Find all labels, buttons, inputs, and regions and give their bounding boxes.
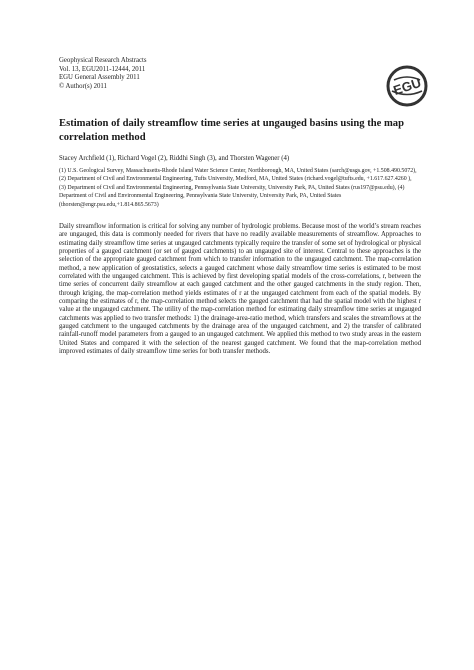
abstract-body: Daily streamflow information is critical for solving any number of hydrologic problems. Because most of the world’s stream reaches are ungauged, this data is commonly needed for rivers that have no readily available measurements of streamflow. Approaches to estimating daily streamflow time series at ungauged catchments typically require the transfer of some set of hydrological or physical properties of a gauged catchment (or set of gauged catchments) to an ungauged site of interest. Central to these approaches is the selection of the appropriate gauged catchment from which to transfer information to the ungauged catchment. The map-correlation method, a new application of geostatistics, selects a gauged catchment whose daily streamflow time series is estimated to be most correlated with the ungauged catchment. This is achieved by first developing spatial models of the cross-correlations, r, between the time series of concurrent daily streamflow at each gauged catchment and the other gauged catchments in the study region. Then, through kriging, the map-correlation method yields estimates of r at the ungauged catchment from each of the spatial models. By comparing the estimates of r, the map-correlation method selects the gauged catchment that had the spatial model with the highest r value at the ungauged catchment. The utility of the map-correlation method for estimating daily streamflow time series at ungauged catchments was applied to two transfer methods: 1) the drainage-area-ratio method, which transfers and scales the streamflows at the gauged catchment to the ungauged catchments by the drainage area of the ungauged catchment, and 2) the transfer of calibrated rainfall-runoff model parameters from a gauged to an ungauged catchment. We applied this method to two study areas in the eastern United States and compared it with the selection of the nearest gauged catchment. We found that the map-correlation method improved estimates of daily streamflow time series for both transfer methods. [59, 223, 421, 356]
copyright-notice: © Author(s) 2011 [59, 82, 107, 90]
volume-info: Vol. 13, EGU2011-12444, 2011 [59, 65, 146, 73]
egu-logo-icon [385, 64, 429, 108]
publication-header [59, 57, 259, 91]
assembly-name: EGU General Assembly 2011 [59, 74, 140, 82]
affiliations: (1) U.S. Geological Survey, Massachusetts-Rhode Island Water Science Center, Northborough, MA, United States (sarch@usgs.gov, +1.508.490.5072), (2) Department of Civil and Environmental Engineering, Tufts University, Medford, MA, United States (richard.vogel@tufts.edu, +1.617.627.4260 ), (3) Department of Civil and Environmental Engineering, Pennsylvania State University, University Park, PA, United States (rus197@psu.edu), (4) Department of Civil and Environmental Engineering, Pennsylvania State University, University Park, PA, United States (thorsten@engr.psu.edu,+1.814.865.5673) [59, 168, 417, 208]
journal-name: Geophysical Research Abstracts [59, 57, 147, 64]
paper-title: Estimation of daily streamflow time series at ungauged basins using the map correlation method [59, 118, 405, 143]
svg-text:EGU: EGU [391, 74, 423, 98]
author-list: Stacey Archfield (1), Richard Vogel (2), Riddhi Singh (3), and Thorsten Wagener (4) [59, 155, 290, 162]
